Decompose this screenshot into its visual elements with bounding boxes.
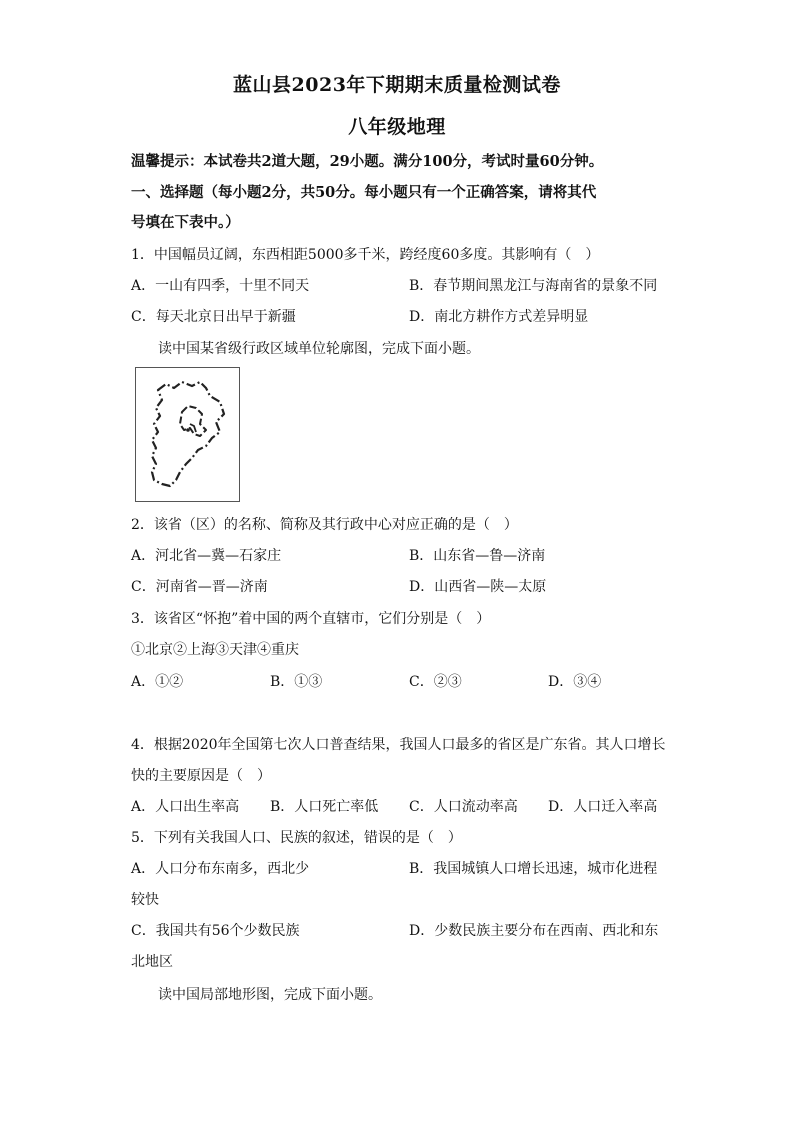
question-5-option-c: C．我国共有56个少数民族 [131, 923, 300, 939]
question-2-stem: 2．该省（区）的名称、简称及其行政中心对应正确的是（ ） [131, 517, 518, 533]
question-3-stem: 3．该省区“怀抱”着中国的两个直辖市，它们分别是（ ） [131, 611, 491, 627]
reading-prompt-2: 读中国局部地形图，完成下面小题。 [158, 987, 382, 1003]
province-outline-drawing [136, 368, 239, 501]
question-1-option-a: A．一山有四季，十里不同天 [131, 278, 310, 294]
question-4-option-d: D．人口迁入率高 [548, 799, 658, 815]
notice-text: 温馨提示：本试卷共2道大题，29小题。满分100分，考试时量60分钟。 [131, 153, 604, 170]
question-1-option-c: C．每天北京日出早于新疆 [131, 309, 296, 325]
question-4-stem-line1: 4．根据2020年全国第七次人口普查结果，我国人口最多的省区是广东省。其人口增长 [131, 737, 666, 753]
question-2-option-a: A．河北省—冀—石家庄 [131, 548, 282, 564]
section-heading-line2: 号填在下表中。） [131, 214, 240, 231]
question-3-option-d: D．③④ [548, 674, 602, 690]
question-4-option-a: A．人口出生率高 [131, 799, 240, 815]
question-5-option-d-line2: 北地区 [131, 954, 173, 970]
question-5-stem: 5．下列有关我国人口、民族的叙述，错误的是（ ） [131, 830, 462, 846]
question-3-items: ①北京②上海③天津④重庆 [131, 642, 299, 658]
section-heading-line1: 一、选择题（每小题2分，共50分。每小题只有一个正确答案，请将其代 [131, 184, 597, 201]
question-2-option-d: D．山西省—陕—太原 [409, 579, 547, 595]
question-4-option-c: C．人口流动率高 [409, 799, 518, 815]
province-outline-map [135, 367, 240, 502]
question-3-option-a: A．①② [131, 674, 184, 690]
question-5-option-b-line2: 较快 [131, 892, 159, 908]
question-2-option-c: C．河南省—晋—济南 [131, 579, 268, 595]
question-5-option-b-line1: B．我国城镇人口增长迅速，城市化进程 [409, 861, 658, 877]
exam-title: 蓝山县2023年下期期末质量检测试卷 [233, 74, 561, 96]
question-2-option-b: B．山东省—鲁—济南 [409, 548, 546, 564]
question-5-option-d-line1: D．少数民族主要分布在西南、西北和东 [409, 923, 659, 939]
question-3-option-c: C．②③ [409, 674, 462, 690]
reading-prompt-1: 读中国某省级行政区域单位轮廓图，完成下面小题。 [158, 341, 480, 357]
question-1-option-b: B．春节期间黑龙江与海南省的景象不同 [409, 278, 658, 294]
question-1-option-d: D．南北方耕作方式差异明显 [409, 309, 589, 325]
question-1-stem: 1．中国幅员辽阔，东西相距5000多千米，跨经度60多度。其影响有（ ） [131, 247, 600, 263]
question-4-option-b: B．人口死亡率低 [270, 799, 379, 815]
question-4-stem-line2: 快的主要原因是（ ） [131, 768, 271, 784]
question-5-option-a: A．人口分布东南多，西北少 [131, 861, 310, 877]
question-3-option-b: B．①③ [270, 674, 323, 690]
exam-subtitle: 八年级地理 [348, 116, 446, 138]
